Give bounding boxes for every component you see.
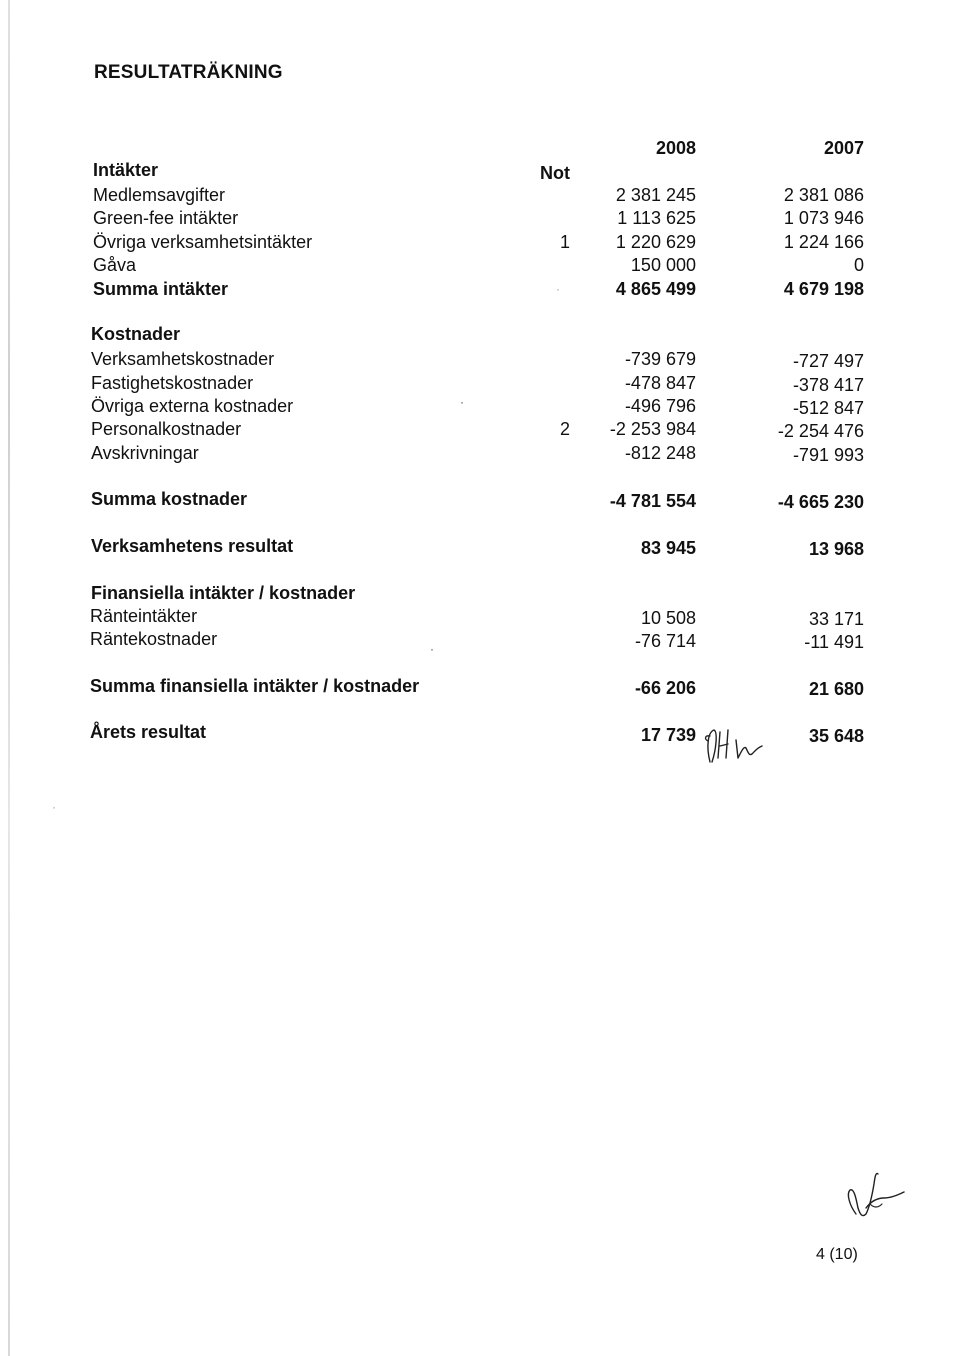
value-2007: 1 224 166 (783, 232, 864, 252)
value-2008: -76 714 (634, 631, 696, 651)
row-label: Green-fee intäkter (93, 208, 239, 228)
row-label: Avskrivningar (91, 443, 199, 463)
value-2007: 35 648 (808, 726, 864, 746)
value-2007: 4 679 198 (783, 279, 864, 299)
table-row (0, 208, 960, 231)
row-label: Summa finansiella intäkter / kostnader (90, 676, 420, 696)
total-row-income (0, 279, 960, 302)
value-2007: -11 491 (804, 632, 864, 652)
income-heading-row (0, 160, 960, 183)
value-2007: -791 993 (792, 445, 864, 465)
table-row (0, 349, 960, 372)
handwritten-initials (702, 718, 774, 768)
total-row-costs (0, 489, 960, 512)
value-2007: -4 665 230 (777, 492, 864, 512)
row-label: Årets resultat (90, 722, 207, 742)
value-2008: 150 000 (630, 255, 696, 275)
scan-speck: · (430, 642, 434, 656)
row-label: Gåva (93, 255, 137, 275)
value-2008: -496 796 (624, 396, 696, 416)
value-2007: 13 968 (808, 539, 864, 559)
total-row-financial (0, 676, 960, 699)
value-2008: 83 945 (640, 538, 696, 558)
value-2007: -727 497 (792, 351, 864, 371)
handwritten-signature (842, 1164, 908, 1226)
value-2008: 1 113 625 (617, 208, 696, 228)
row-label: Summa intäkter (93, 279, 229, 299)
value-2008: -478 847 (624, 373, 696, 393)
value-2008: -2 253 984 (609, 419, 696, 439)
value-2008: 1 220 629 (615, 232, 696, 252)
row-label: Räntekostnader (90, 629, 218, 649)
scan-speck: · (556, 282, 560, 296)
table-row (0, 419, 960, 442)
value-2007: -378 417 (792, 375, 864, 395)
table-row (0, 255, 960, 278)
row-label: Verksamhetskostnader (91, 349, 275, 369)
row-note: 2 (559, 419, 570, 439)
row-label: Personalkostnader (91, 419, 242, 439)
table-row (0, 396, 960, 419)
year-result-row (0, 722, 960, 745)
row-label: Verksamhetens resultat (91, 536, 294, 556)
value-2007: 2 381 086 (783, 185, 864, 205)
column-header-note: Not (540, 163, 570, 183)
value-2008: -739 679 (624, 349, 696, 369)
value-2007: 33 171 (808, 609, 864, 629)
page-title: RESULTATRÄKNING (94, 62, 283, 83)
value-2007: 0 (853, 255, 864, 275)
value-2008: 10 508 (640, 608, 696, 628)
row-label: Summa kostnader (91, 489, 248, 509)
scan-speck: · (460, 395, 464, 409)
row-label: Övriga verksamhetsintäkter (93, 232, 313, 252)
column-header-2008: 2008 (655, 138, 696, 158)
table-row (0, 443, 960, 466)
table-row (0, 373, 960, 396)
section-heading-financial: Finansiella intäkter / kostnader (91, 583, 356, 603)
row-note: 1 (559, 232, 570, 252)
row-label: Ränteintäkter (90, 606, 198, 626)
column-header-2007: 2007 (823, 138, 864, 158)
value-2008: 2 381 245 (615, 185, 696, 205)
table-row (0, 232, 960, 255)
table-row (0, 185, 960, 208)
row-label: Övriga externa kostnader (91, 396, 294, 416)
value-2007: -2 254 476 (777, 421, 864, 441)
value-2008: 4 865 499 (615, 279, 696, 299)
value-2008: -812 248 (624, 443, 696, 463)
value-2008: -4 781 554 (609, 491, 696, 511)
value-2007: 21 680 (808, 679, 864, 699)
section-heading-income: Intäkter (93, 160, 159, 180)
page-number: 4 (10) (816, 1246, 858, 1263)
operating-result-row (0, 536, 960, 559)
section-heading-costs: Kostnader (91, 324, 181, 344)
value-2007: 1 073 946 (783, 208, 864, 228)
value-2007: -512 847 (792, 398, 864, 418)
scan-speck: · (52, 800, 56, 814)
row-label: Medlemsavgifter (93, 185, 226, 205)
row-label: Fastighetskostnader (91, 373, 254, 393)
table-row (0, 606, 960, 629)
value-2008: 17 739 (640, 725, 696, 745)
value-2008: -66 206 (634, 678, 696, 698)
table-row (0, 629, 960, 652)
